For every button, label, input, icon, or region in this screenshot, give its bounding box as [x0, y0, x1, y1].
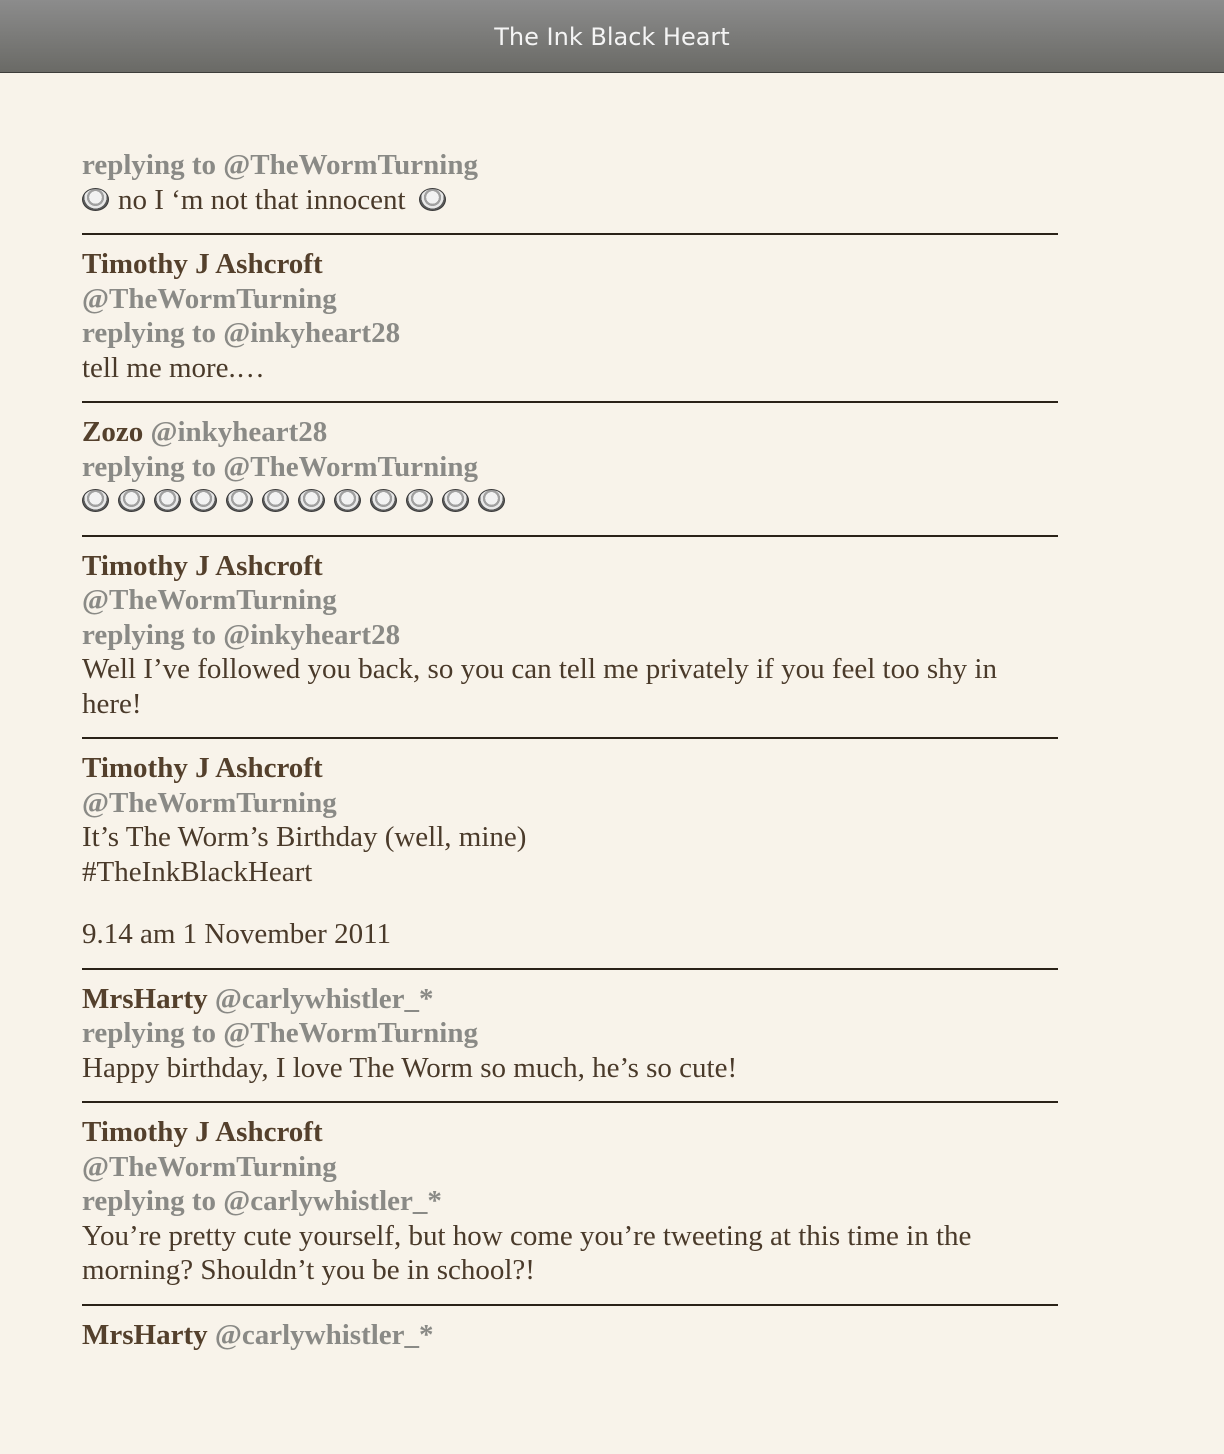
author-handle: @TheWormTurning	[82, 1150, 337, 1183]
window-title: The Ink Black Heart	[494, 23, 730, 51]
author-handle: @inkyheart28	[150, 416, 328, 448]
tears-of-joy-emoji-icon	[262, 489, 289, 512]
tweet-text: no I ‘m not that innocent	[118, 183, 406, 216]
hashtag: #TheInkBlackHeart	[82, 855, 313, 888]
author-name: Timothy J Ashcroft	[82, 1116, 323, 1148]
tweet-entry	[82, 537, 1058, 740]
author-handle: @TheWormTurning	[82, 584, 337, 616]
author-name: Timothy J Ashcroft	[82, 549, 323, 582]
tears-of-joy-emoji-icon	[478, 489, 505, 512]
tears-of-joy-emoji-icon	[334, 489, 361, 512]
tears-of-joy-emoji-icon	[82, 489, 109, 512]
reply-to-label: replying to @TheWormTurning	[82, 450, 478, 483]
tears-of-joy-emoji-icon	[298, 489, 325, 512]
tweet-entry	[82, 1306, 1058, 1369]
tears-of-joy-emoji-icon	[442, 489, 469, 512]
tweet-text: Well I’ve followed you back, so you can tell me privately if you feel too shy in here!	[82, 653, 997, 720]
tears-of-joy-emoji-icon	[118, 489, 145, 512]
tweet-entry	[82, 148, 1058, 235]
tweet-text: tell me more.…	[82, 351, 265, 384]
tweet-entry	[82, 739, 1058, 970]
author-name: Timothy J Ashcroft	[82, 248, 323, 280]
tweet-timestamp: 9.14 am 1 November 2011	[82, 918, 392, 950]
tweet-entry	[82, 235, 1058, 403]
reply-to-label: replying to @inkyheart28	[82, 317, 401, 349]
author-handle: @TheWormTurning	[82, 786, 337, 819]
reply-to-label: replying to @inkyheart28	[82, 618, 401, 651]
tears-of-joy-emoji-icon	[419, 188, 446, 211]
tears-of-joy-emoji-icon	[82, 188, 109, 211]
author-handle: @carlywhistler_*	[214, 982, 434, 1015]
tweet-text: You’re pretty cute yourself, but how come you’re tweeting at this time in the morning? Shouldn’t you be in school?!	[82, 1219, 972, 1286]
author-name: Zozo	[82, 416, 144, 448]
author-name: Timothy J Ashcroft	[82, 752, 323, 784]
reply-to-label: replying to @carlywhistler_*	[82, 1185, 442, 1217]
author-handle: @carlywhistler_*	[214, 1318, 434, 1351]
tweet-entry	[82, 403, 1058, 537]
author-name: MrsHarty	[82, 1318, 208, 1351]
tweet-text: Happy birthday, I love The Worm so much, he’s so cute!	[82, 1051, 738, 1084]
window-titlebar	[0, 0, 1224, 73]
emoji-row	[82, 484, 1058, 519]
tears-of-joy-emoji-icon	[370, 489, 397, 512]
tweet-entry	[82, 1103, 1058, 1306]
author-name: MrsHarty	[82, 982, 208, 1015]
tweet-body	[82, 183, 1058, 218]
tweet-entry	[82, 970, 1058, 1104]
tears-of-joy-emoji-icon	[406, 489, 433, 512]
tears-of-joy-emoji-icon	[190, 489, 217, 512]
tears-of-joy-emoji-icon	[226, 489, 253, 512]
tweet-text: It’s The Worm’s Birthday (well, mine)	[82, 821, 527, 853]
author-handle: @TheWormTurning	[82, 282, 337, 315]
reply-to-label: replying to @TheWormTurning	[82, 149, 478, 181]
reply-to-label: replying to @TheWormTurning	[82, 1017, 478, 1049]
tweet-thread	[82, 148, 1058, 1368]
tears-of-joy-emoji-icon	[154, 489, 181, 512]
